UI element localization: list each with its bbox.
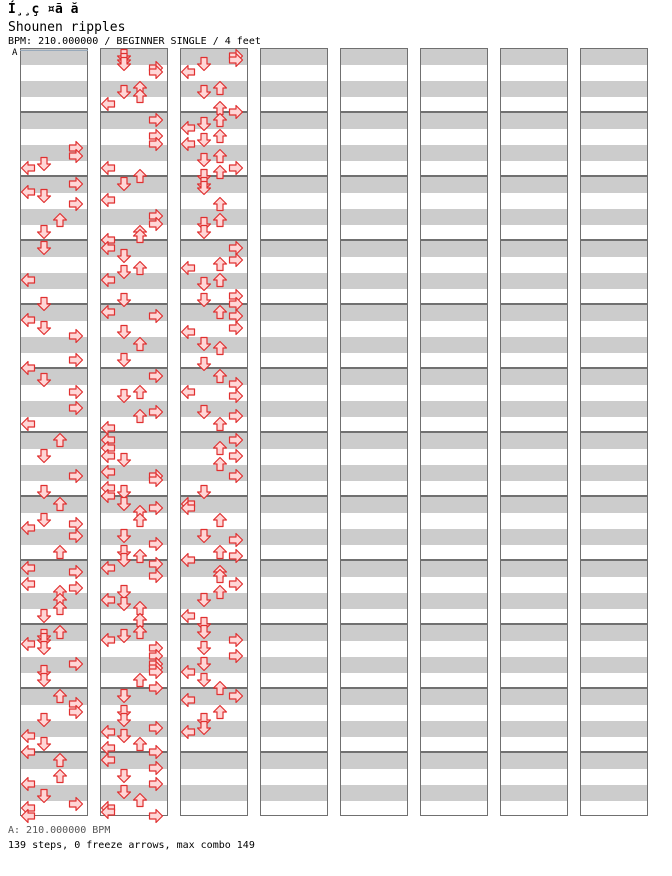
measure (340, 688, 408, 752)
measure (340, 176, 408, 240)
step-arrow-up (212, 584, 228, 600)
step-arrow-right (68, 704, 84, 720)
measure (340, 496, 408, 560)
measure (500, 304, 568, 368)
step-arrow-up (212, 456, 228, 472)
step-arrow-right (228, 252, 244, 268)
step-arrow-right (228, 648, 244, 664)
step-arrow-down (196, 640, 212, 656)
step-arrow-up (52, 600, 68, 616)
measure (260, 688, 328, 752)
measure (420, 496, 488, 560)
measure (340, 432, 408, 496)
measure (420, 688, 488, 752)
step-arrow-down (196, 84, 212, 100)
step-arrow-up (52, 768, 68, 784)
step-arrow-up (212, 272, 228, 288)
step-arrow-right (148, 308, 164, 324)
step-arrow-down (36, 512, 52, 528)
measure (580, 368, 648, 432)
measure (260, 624, 328, 688)
step-arrow-down (196, 56, 212, 72)
step-arrow-left (180, 692, 196, 708)
step-arrow-right (228, 632, 244, 648)
step-arrow-down (196, 152, 212, 168)
measure (260, 496, 328, 560)
measure (420, 48, 488, 112)
step-arrow-down (116, 712, 132, 728)
step-arrow-left (100, 464, 116, 480)
measure (340, 624, 408, 688)
step-arrow-right (228, 408, 244, 424)
step-arrow-left (100, 560, 116, 576)
step-arrow-left (20, 636, 36, 652)
step-arrow-left (100, 632, 116, 648)
step-arrow-left (20, 576, 36, 592)
step-arrow-right (68, 400, 84, 416)
step-arrow-left (20, 312, 36, 328)
step-arrow-left (20, 728, 36, 744)
chart-column (500, 48, 568, 816)
step-arrow-up (52, 544, 68, 560)
measure (340, 752, 408, 816)
measure (500, 48, 568, 112)
step-arrow-right (228, 448, 244, 464)
step-arrow-left (180, 724, 196, 740)
step-arrow-up (212, 416, 228, 432)
bpm-legend: A: 210.000000 BPM (8, 825, 111, 836)
measure (340, 48, 408, 112)
step-arrow-left (100, 804, 116, 820)
step-arrow-down (116, 56, 132, 72)
measure (580, 240, 648, 304)
step-arrow-down (36, 296, 52, 312)
measure (500, 752, 568, 816)
measure (580, 496, 648, 560)
step-arrow-up (212, 80, 228, 96)
step-arrow-right (148, 368, 164, 384)
chart-info: BPM: 210.000000 / BEGINNER SINGLE / 4 feet (8, 36, 261, 47)
step-arrow-right (148, 472, 164, 488)
measure (260, 432, 328, 496)
step-arrow-right (228, 52, 244, 68)
measure (580, 624, 648, 688)
step-arrow-down (116, 352, 132, 368)
measure (500, 560, 568, 624)
measure (260, 752, 328, 816)
step-arrow-right (68, 468, 84, 484)
step-arrow-up (212, 704, 228, 720)
step-arrow-right (148, 744, 164, 760)
step-arrow-down (36, 224, 52, 240)
step-arrow-left (180, 552, 196, 568)
measure (500, 432, 568, 496)
step-arrow-up (132, 512, 148, 528)
measure (580, 688, 648, 752)
step-arrow-left (100, 272, 116, 288)
song-title: Í¸¸ç ¤ã ă (8, 2, 79, 17)
step-arrow-down (116, 264, 132, 280)
step-arrow-down (196, 276, 212, 292)
step-arrow-left (20, 184, 36, 200)
chart-column (420, 48, 488, 816)
chart-column (580, 48, 648, 816)
step-arrow-down (196, 592, 212, 608)
measure (340, 368, 408, 432)
step-arrow-down (116, 176, 132, 192)
measure (260, 304, 328, 368)
measure (500, 240, 568, 304)
measure (340, 304, 408, 368)
step-arrow-down (116, 628, 132, 644)
measure (420, 304, 488, 368)
step-arrow-right (68, 328, 84, 344)
step-arrow-up (212, 440, 228, 456)
step-arrow-left (100, 488, 116, 504)
step-arrow-left (180, 664, 196, 680)
step-arrow-down (36, 484, 52, 500)
step-stats: 139 steps, 0 freeze arrows, max combo 149 (8, 840, 255, 851)
step-arrow-up (52, 752, 68, 768)
bpm-marker-label: A (12, 48, 18, 58)
measure (580, 752, 648, 816)
step-arrow-left (100, 160, 116, 176)
measure (340, 560, 408, 624)
measure (260, 176, 328, 240)
step-arrow-down (36, 156, 52, 172)
step-arrow-down (196, 672, 212, 688)
step-arrow-right (148, 568, 164, 584)
step-arrow-right (228, 388, 244, 404)
step-arrow-left (180, 500, 196, 516)
measure (420, 560, 488, 624)
step-arrow-right (68, 564, 84, 580)
step-arrow-right (148, 776, 164, 792)
step-arrow-right (228, 688, 244, 704)
step-arrow-right (148, 216, 164, 232)
measure (580, 112, 648, 176)
step-arrow-up (212, 568, 228, 584)
step-arrow-up (132, 624, 148, 640)
step-arrow-right (148, 680, 164, 696)
step-arrow-down (116, 728, 132, 744)
step-arrow-right (148, 720, 164, 736)
step-arrow-left (100, 96, 116, 112)
step-arrow-left (180, 120, 196, 136)
step-arrow-down (36, 320, 52, 336)
measure (260, 48, 328, 112)
measure (420, 752, 488, 816)
step-arrow-down (196, 356, 212, 372)
step-arrow-left (100, 240, 116, 256)
step-arrow-left (20, 360, 36, 376)
step-arrow-left (180, 64, 196, 80)
song-subtitle: Shounen ripples (8, 20, 126, 35)
step-arrow-down (116, 496, 132, 512)
step-arrow-up (52, 688, 68, 704)
step-arrow-left (20, 560, 36, 576)
step-arrow-down (116, 292, 132, 308)
step-arrow-down (36, 672, 52, 688)
step-arrow-down (36, 448, 52, 464)
measure (500, 368, 568, 432)
step-arrow-right (148, 500, 164, 516)
step-arrow-down (196, 656, 212, 672)
measure (420, 112, 488, 176)
step-arrow-down (196, 132, 212, 148)
step-arrow-right (228, 320, 244, 336)
step-arrow-up (212, 148, 228, 164)
step-arrow-down (196, 624, 212, 640)
step-arrow-down (116, 388, 132, 404)
chart-column (180, 48, 248, 816)
step-arrow-down (116, 784, 132, 800)
step-arrow-down (196, 292, 212, 308)
step-arrow-left (100, 592, 116, 608)
measure (260, 112, 328, 176)
step-arrow-up (132, 228, 148, 244)
measure (500, 688, 568, 752)
measure (340, 112, 408, 176)
measure (500, 624, 568, 688)
step-arrow-up (212, 212, 228, 228)
step-arrow-down (116, 84, 132, 100)
step-arrow-right (148, 808, 164, 824)
measure (340, 240, 408, 304)
step-arrow-right (228, 576, 244, 592)
step-arrow-down (36, 608, 52, 624)
step-arrow-right (148, 536, 164, 552)
step-arrow-down (196, 484, 212, 500)
step-arrow-up (132, 168, 148, 184)
step-arrow-left (20, 776, 36, 792)
measure (260, 240, 328, 304)
step-arrow-left (20, 744, 36, 760)
step-arrow-right (68, 384, 84, 400)
step-arrow-right (228, 432, 244, 448)
step-arrow-left (180, 260, 196, 276)
bpm-change-line (20, 50, 88, 51)
chart-column (100, 48, 168, 816)
measure (500, 176, 568, 240)
measure (500, 112, 568, 176)
measure (500, 496, 568, 560)
chart-column (20, 48, 88, 816)
step-arrow-left (100, 304, 116, 320)
step-arrow-down (116, 768, 132, 784)
measure (420, 176, 488, 240)
step-arrow-down (196, 116, 212, 132)
step-arrow-up (52, 432, 68, 448)
chart-column (340, 48, 408, 816)
step-arrow-up (132, 736, 148, 752)
step-arrow-right (228, 548, 244, 564)
step-arrow-up (132, 548, 148, 564)
step-arrow-right (228, 468, 244, 484)
step-arrow-up (212, 340, 228, 356)
step-arrow-right (148, 760, 164, 776)
step-arrow-up (132, 792, 148, 808)
step-arrow-up (212, 512, 228, 528)
step-arrow-left (20, 160, 36, 176)
step-arrow-down (36, 640, 52, 656)
step-arrow-down (116, 552, 132, 568)
step-arrow-down (36, 712, 52, 728)
step-arrow-down (196, 404, 212, 420)
step-arrow-right (228, 104, 244, 120)
step-arrow-down (36, 240, 52, 256)
step-arrow-up (132, 408, 148, 424)
measure (580, 176, 648, 240)
step-arrow-up (132, 336, 148, 352)
step-arrow-left (180, 384, 196, 400)
step-arrow-right (68, 796, 84, 812)
step-arrow-right (68, 580, 84, 596)
step-arrow-right (68, 176, 84, 192)
step-arrow-left (20, 416, 36, 432)
step-arrow-left (100, 192, 116, 208)
step-arrow-down (196, 180, 212, 196)
step-arrow-left (100, 448, 116, 464)
step-arrow-right (68, 148, 84, 164)
step-arrow-right (228, 532, 244, 548)
step-arrow-down (196, 224, 212, 240)
step-arrow-left (100, 752, 116, 768)
measure (420, 624, 488, 688)
step-arrow-left (20, 520, 36, 536)
step-arrow-down (36, 372, 52, 388)
step-arrow-up (212, 128, 228, 144)
step-arrow-right (68, 196, 84, 212)
step-arrow-right (68, 528, 84, 544)
step-arrow-up (212, 256, 228, 272)
step-arrow-up (132, 88, 148, 104)
step-arrow-right (148, 664, 164, 680)
step-arrow-left (100, 724, 116, 740)
step-arrow-left (20, 808, 36, 824)
step-arrow-down (36, 788, 52, 804)
measure (20, 48, 88, 112)
step-arrow-right (68, 656, 84, 672)
measure (260, 368, 328, 432)
step-arrow-up (52, 624, 68, 640)
step-arrow-up (52, 496, 68, 512)
measure (580, 432, 648, 496)
measure (580, 304, 648, 368)
step-arrow-left (20, 272, 36, 288)
step-arrow-down (196, 720, 212, 736)
step-arrow-down (36, 736, 52, 752)
step-arrow-down (116, 596, 132, 612)
step-arrow-up (212, 544, 228, 560)
step-arrow-up (212, 680, 228, 696)
step-arrow-up (52, 212, 68, 228)
step-arrow-down (116, 688, 132, 704)
step-arrow-down (116, 324, 132, 340)
measure (180, 752, 248, 816)
step-arrow-right (68, 352, 84, 368)
step-arrow-right (148, 112, 164, 128)
measure (420, 432, 488, 496)
step-arrow-up (132, 384, 148, 400)
step-arrow-up (212, 368, 228, 384)
step-arrow-left (180, 324, 196, 340)
step-arrow-down (196, 528, 212, 544)
step-arrow-down (116, 528, 132, 544)
step-arrow-left (180, 608, 196, 624)
step-arrow-up (132, 672, 148, 688)
chart-column (260, 48, 328, 816)
step-arrow-left (180, 136, 196, 152)
step-arrow-right (148, 404, 164, 420)
step-arrow-right (228, 160, 244, 176)
measure (580, 560, 648, 624)
step-arrow-down (116, 452, 132, 468)
measure (260, 560, 328, 624)
step-arrow-right (148, 136, 164, 152)
measure (420, 240, 488, 304)
step-arrow-up (212, 164, 228, 180)
measure (420, 368, 488, 432)
step-arrow-up (212, 196, 228, 212)
measure (580, 48, 648, 112)
step-arrow-right (148, 64, 164, 80)
step-arrow-down (196, 336, 212, 352)
step-arrow-up (212, 112, 228, 128)
step-arrow-up (212, 304, 228, 320)
step-arrow-down (116, 248, 132, 264)
step-arrow-down (36, 188, 52, 204)
step-arrow-up (132, 260, 148, 276)
